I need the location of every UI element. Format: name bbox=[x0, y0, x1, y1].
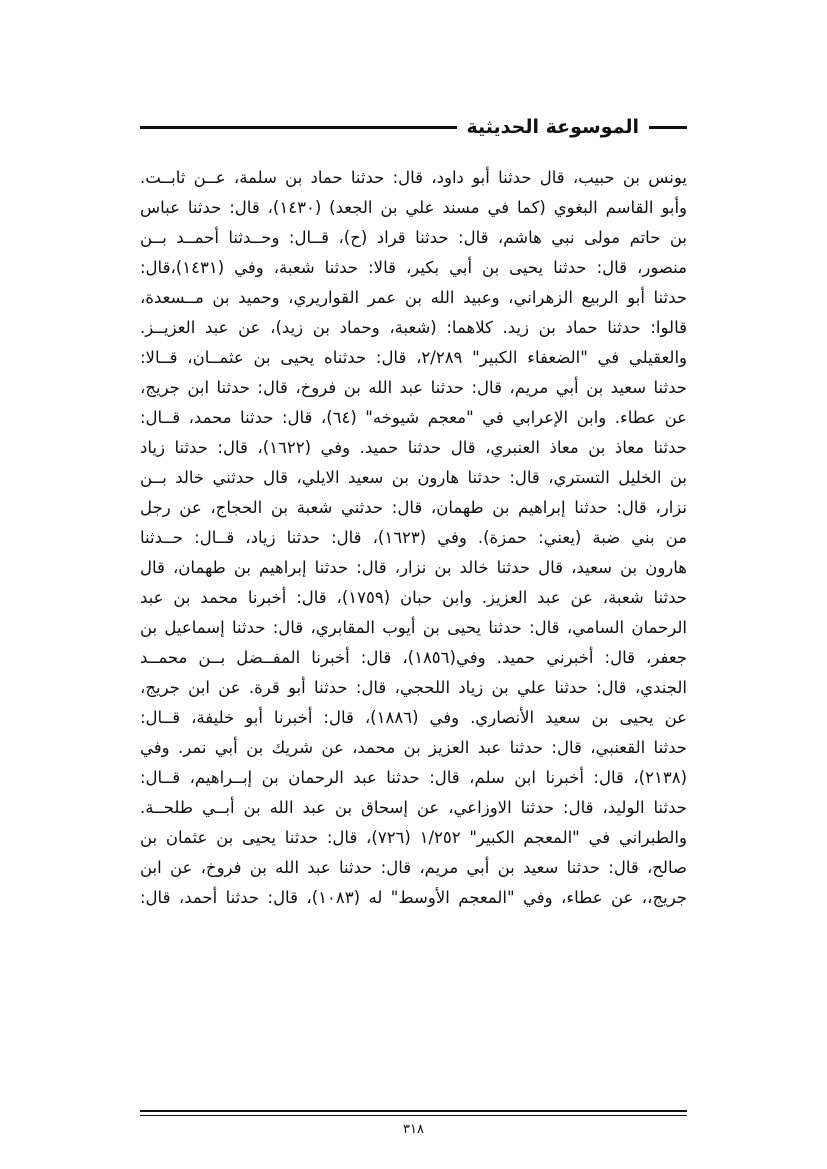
text-line: والعقيلي في "الضعفاء الكبير" ٢/٢٨٩، قال: حدثناه يحيى بن عثمــان، قــالا: bbox=[140, 348, 687, 367]
text-line: حدثنا القعنبي، قال: حدثنا عبد العزيز بن محمد، عن شريك بن أبي نمر. وفي bbox=[140, 738, 687, 757]
text-line: يونس بن حبيب، قال حدثنا أبو داود، قال: حدثنا حماد بن سلمة، عــن ثابــت. bbox=[140, 168, 687, 187]
header-rule-long bbox=[140, 126, 457, 129]
text-line: الرحمان السامي، قال: حدثنا يحيى بن أيوب المقابري، قال: حدثنا إسماعيل بن bbox=[140, 618, 687, 637]
text-line: حدثنا شعبة، عن عبد العزيز. وابن حبان (١٧٥٩)، قال: أخبرنا محمد بن عبد bbox=[140, 588, 687, 607]
footer-rule-thin bbox=[140, 1115, 687, 1116]
footer-rule-thick bbox=[140, 1110, 687, 1112]
text-line: الجندي، قال: حدثنا علي بن زياد اللحجي، قال: حدثنا أبو قرة. عن ابن جريج، bbox=[140, 678, 687, 697]
text-line: عن عطاء. وابن الإعرابي في "معجم شيوخه" (٦٤)، قال: حدثنا محمد، قــال: bbox=[140, 408, 687, 427]
header-title: الموسوعة الحديثية bbox=[466, 116, 639, 138]
text-line: نزار، قال: حدثنا إبراهيم بن طهمان، قال: حدثني شعبة بن الحجاج، عن رجل bbox=[140, 498, 687, 517]
text-line: حدثنا الوليد، قال: حدثنا الاوزاعي، عن إسحاق بن عبد الله بن أبــي طلحــة. bbox=[140, 798, 687, 817]
text-line: (٢١٣٨)، قال: أخبرنا ابن سلم، قال: حدثنا عبد الرحمان بن إبــراهيم، قــال: bbox=[140, 768, 687, 787]
text-line: منصور، قال: حدثنا يحيى بن أبي بكير، قالا: حدثنا شعبة، وفي (١٤٣١)،قال: bbox=[140, 258, 687, 277]
text-line: والطبراني في "المعجم الكبير" ١/٢٥٢ (٧٢٦)، قال: حدثنا يحيى بن عثمان بن bbox=[140, 828, 687, 847]
text-line: بن الخليل التستري، قال: حدثنا هارون بن سعيد الايلي، قال حدثني خالد بــن bbox=[140, 468, 687, 487]
text-line: قالوا: حدثنا حماد بن زيد. كلاهما: (شعبة، وحماد بن زيد)، عن عبد العزيــز. bbox=[140, 318, 687, 337]
text-line: صالح، قال: حدثنا سعيد بن أبي مريم، قال: حدثنا عبد الله بن فروخ، عن ابن bbox=[140, 858, 687, 877]
text-line: عن يحيى بن سعيد الأنصاري. وفي (١٨٨٦)، قال: أخبرنا أبو خليفة، قــال: bbox=[140, 708, 687, 727]
text-line: جعفر، قال: أخبرني حميد. وفي(١٨٥٦)، قال: أخبرنا المفــضل بــن محمــد bbox=[140, 648, 687, 667]
header-rule-short bbox=[649, 126, 687, 129]
body-text bbox=[140, 163, 687, 913]
text-line: هارون بن سعيد، قال حدثنا خالد بن نزار، قال: حدثنا إبراهيم بن طهمان، قال bbox=[140, 558, 687, 577]
text-line: حدثنا سعيد بن أبي مريم، قال: حدثنا عبد الله بن فروخ، قال: حدثنا ابن جريج، bbox=[140, 378, 687, 397]
text-line: من بني ضبة (يعني: حمزة). وفي (١٦٢٣)، قال: حدثنا زياد، قــال: حــدثنا bbox=[140, 528, 687, 547]
text-line: وأبو القاسم البغوي (كما في مسند علي بن الجعد) (١٤٣٠)، قال: حدثنا عباس bbox=[140, 198, 687, 217]
page-number: ٣١٨ bbox=[403, 1122, 424, 1137]
text-line: جريج،، عن عطاء، وفي "المعجم الأوسط" له (١٠٨٣)، قال: حدثنا أحمد، قال: bbox=[140, 888, 687, 907]
running-header bbox=[140, 112, 687, 142]
text-line: حدثنا معاذ بن معاذ العنبري، قال حدثنا حميد. وفي (١٦٢٢)، قال: حدثنا زياد bbox=[140, 438, 687, 457]
text-line: بن حاتم مولى نبي هاشم، قال: حدثنا قراد (ح)، قــال: وحــدثنا أحمــد بــن bbox=[140, 228, 687, 247]
text-line: حدثنا أبو الربيع الزهراني، وعبيد الله بن عمر القواريري، وحميد بن مــسعدة، bbox=[140, 288, 687, 307]
